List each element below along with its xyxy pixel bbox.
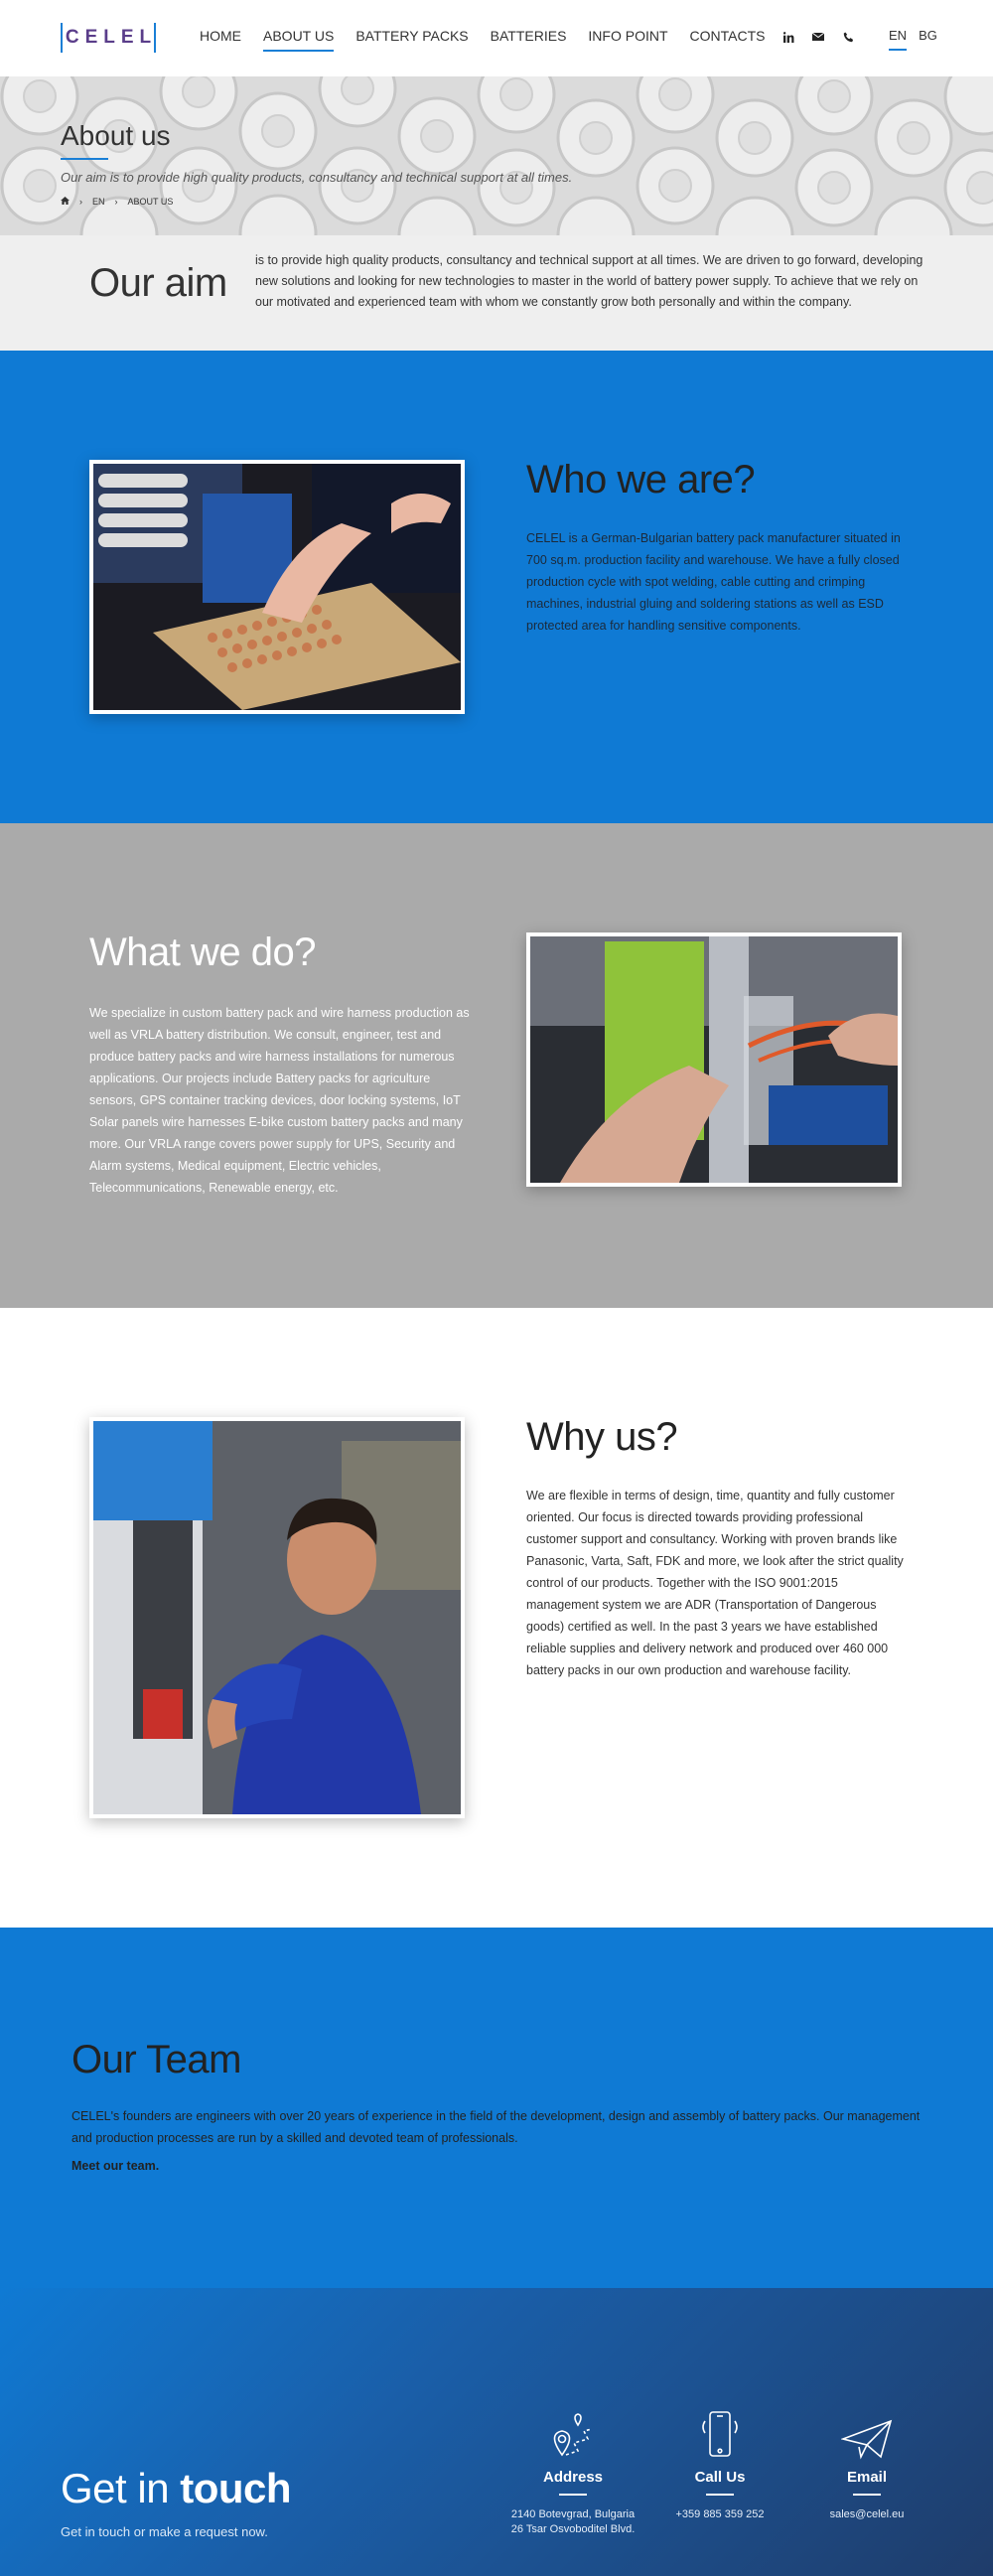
address-label: Address <box>542 2469 604 2486</box>
why-us-section <box>0 1308 993 1928</box>
main-nav <box>200 28 787 52</box>
contact-address <box>503 2405 642 2537</box>
mail-icon[interactable] <box>811 30 825 44</box>
social-links <box>781 30 855 44</box>
phone-number[interactable]: +359 885 359 252 <box>675 2508 765 2520</box>
lang-bg[interactable]: BG <box>919 28 937 43</box>
nav-item-info-point[interactable]: INFO POINT <box>588 28 668 44</box>
why-us-title: Why us? <box>526 1415 678 1459</box>
breadcrumb <box>61 197 173 207</box>
breadcrumb-en[interactable]: EN <box>92 197 105 207</box>
label-divider <box>559 2494 587 2496</box>
smartphone-icon <box>650 2405 789 2461</box>
our-team-title: Our Team <box>71 2038 241 2081</box>
logo[interactable]: CELEL <box>61 23 156 53</box>
contact-email[interactable] <box>797 2405 936 2522</box>
page-title: About us <box>61 120 171 151</box>
get-in-touch-title-light: Get in <box>61 2465 181 2511</box>
nav-item-contacts[interactable]: CONTACTS <box>689 28 766 44</box>
get-in-touch-subtitle: Get in touch or make a request now. <box>61 2524 268 2539</box>
our-aim-text: is to provide high quality products, consultancy and technical support at all times. We are driven to go forward, developing new solutions and looking for new technologies to master in the world of battery power supply. To achieve that we rely on our motivated and experienced team with whom we constantly grow both personally and within the company. <box>255 253 923 309</box>
breadcrumb-separator: › <box>114 197 118 207</box>
breadcrumb-current: ABOUT US <box>127 197 174 207</box>
email-label: Email <box>846 2469 888 2486</box>
nav-item-battery-packs[interactable]: BATTERY PACKS <box>355 28 469 44</box>
what-we-do-title: What we do? <box>89 930 316 974</box>
our-team-text: CELEL's founders are engineers with over 20 years of experience in the field of the development, design and assembly of battery packs. Our management and production processes are run by a skilled and devoted team of professionals. <box>71 2109 921 2145</box>
phone-icon[interactable] <box>841 30 855 44</box>
home-icon[interactable] <box>61 197 70 207</box>
nav-item-home[interactable]: HOME <box>200 28 241 44</box>
address-line-2: 26 Tsar Osvoboditel Blvd. <box>510 2523 636 2535</box>
our-aim-section <box>0 235 993 351</box>
nav-item-about-us[interactable]: ABOUT US <box>263 28 334 52</box>
email-address[interactable]: sales@celel.eu <box>829 2508 905 2520</box>
page-hero <box>0 76 993 235</box>
label-divider <box>853 2494 881 2496</box>
lang-en[interactable]: EN <box>889 28 907 51</box>
nav-item-batteries[interactable]: BATTERIES <box>490 28 567 44</box>
address-line-1: 2140 Botevgrad, Bulgaria <box>510 2508 636 2520</box>
meet-our-team-link[interactable]: Meet our team. <box>71 2159 160 2173</box>
our-aim-title: Our aim <box>89 261 227 305</box>
language-switcher <box>889 28 937 51</box>
why-us-text: We are flexible in terms of design, time, quantity and fully customer oriented. Our focus is directed towards providing professional customer support and consultancy. Working with proven brands like Panasonic, Varta, Saft, FDK and more, we look after the strict quality control of our products. Together with the ISO 9001:2015 management system we are ADR (Transportation of Dangerous goods) certified as well. In the past 3 years we have established reliable supplies and delivery network and produced over 460 000 battery packs in our own production and warehouse facility. <box>526 1489 904 1677</box>
engineer-photo <box>89 1417 465 1818</box>
battery-assembly-photo <box>89 460 465 714</box>
what-we-do-text: We specialize in custom battery pack and wire harness production as well as VRLA battery distribution. We consult, engineer, test and produce battery packs and wire harness installations for numerous applications. Our projects include Battery packs for agriculture sensors, GPS container tracking devices, door locking systems, IoT Solar panels wire harnesses E-bike custom battery packs and many more. Our VRLA range covers power supply for UPS, Security and Alarm systems, Medical equipment, Electric vehicles, Telecommunications, Renewable energy, etc. <box>89 1006 470 1195</box>
site-header <box>0 0 993 76</box>
get-in-touch-section <box>0 2288 993 2576</box>
label-divider <box>706 2494 734 2496</box>
map-pin-icon <box>503 2405 642 2461</box>
title-underline <box>61 158 108 160</box>
get-in-touch-title-bold: touch <box>180 2465 292 2511</box>
paper-plane-icon <box>797 2405 936 2461</box>
who-we-are-section <box>0 351 993 823</box>
get-in-touch-title <box>61 2465 291 2512</box>
linkedin-icon[interactable] <box>781 30 795 44</box>
machine-operator-photo <box>526 932 902 1187</box>
battery-cells-background <box>0 76 993 235</box>
who-we-are-text: CELEL is a German-Bulgarian battery pack manufacturer situated in 700 sq.m. production facility and warehouse. We have a fully closed production cycle with spot welding, cable cutting and crimping machines, industrial gluing and soldering stations as well as ESD protected area for handling sensitive components. <box>526 531 901 633</box>
contact-phone[interactable] <box>650 2405 789 2522</box>
page-subtitle: Our aim is to provide high quality products, consultancy and technical support at all times. <box>61 170 573 185</box>
who-we-are-title: Who we are? <box>526 458 756 501</box>
call-us-label: Call Us <box>694 2469 746 2486</box>
what-we-do-section <box>0 823 993 1308</box>
breadcrumb-separator: › <box>79 197 82 207</box>
